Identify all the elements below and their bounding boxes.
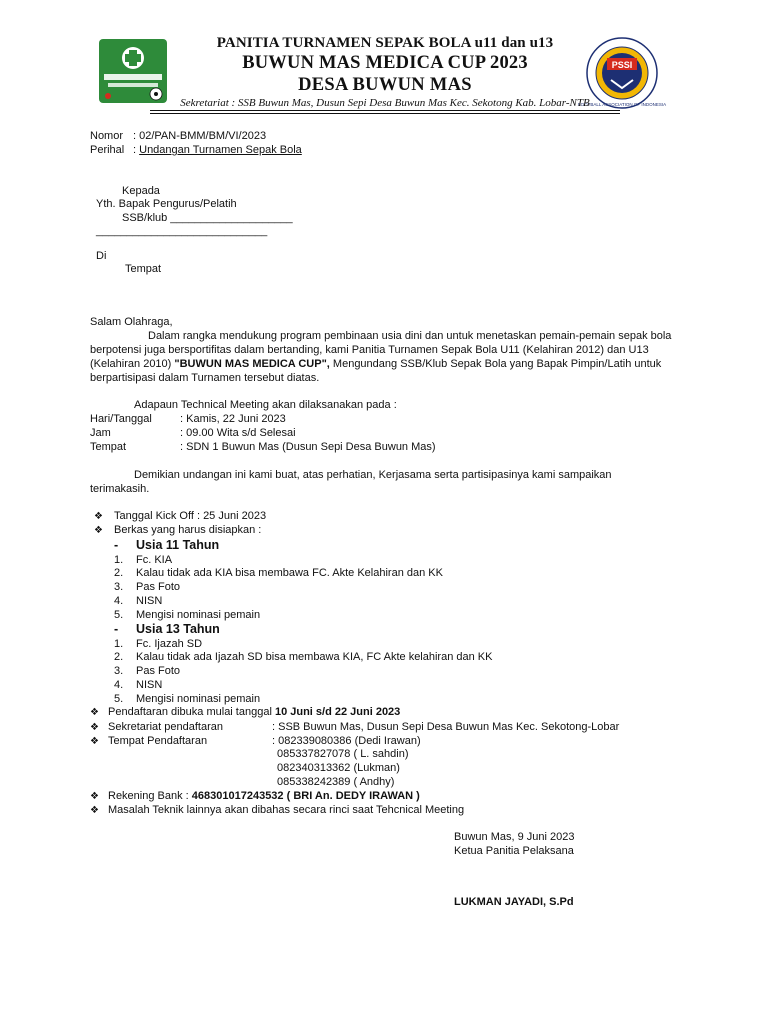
meeting-value: : 09.00 Wita s/d Selesai bbox=[180, 427, 296, 439]
meeting-value: : SDN 1 Buwun Mas (Dusun Sepi Desa Buwun Mas) bbox=[180, 441, 436, 453]
list-item: Fc. Ijazah SD bbox=[136, 638, 203, 650]
contact-phone: : 082339080386 (Dedi Irawan) bbox=[272, 735, 421, 747]
contact-phone: 085338242389 ( Andhy) bbox=[277, 776, 395, 788]
list-number: 1. bbox=[114, 638, 124, 650]
perihal-label: Perihal bbox=[90, 144, 125, 156]
address-line: ____________________________ bbox=[96, 225, 268, 237]
svg-text:PSSI: PSSI bbox=[611, 60, 633, 70]
meeting-intro: Adapaun Technical Meeting akan dilaksanakan pada : bbox=[134, 399, 397, 411]
list-item: Fc. KIA bbox=[136, 554, 173, 566]
list-number: 4. bbox=[114, 679, 124, 691]
signature-name: LUKMAN JAYADI, S.Pd bbox=[454, 896, 574, 908]
registration-secretariat-value: : SSB Buwun Mas, Dusun Sepi Desa Buwun Mas Kec. Sekotong-Lobar bbox=[272, 721, 620, 733]
list-number: 2. bbox=[114, 651, 124, 663]
header-committee: PANITIA TURNAMEN SEPAK BOLA u11 dan u13 bbox=[216, 35, 554, 51]
address-ssb: SSB/klub ____________________ bbox=[122, 212, 293, 224]
registration-period: 10 Juni s/d 22 Juni 2023 bbox=[274, 706, 401, 718]
list-number: 5. bbox=[114, 609, 124, 621]
list-item: Kalau tidak ada Ijazah SD bisa membawa KIA, FC Akte kelahiran dan KK bbox=[136, 651, 493, 663]
address-yth: Yth. Bapak Pengurus/Pelatih bbox=[96, 198, 237, 210]
body-paragraph-line: berpartisipasi dalam Turnamen tersebut diatas. bbox=[90, 372, 320, 384]
perihal-colon: : bbox=[133, 144, 140, 156]
list-item: Mengisi nominasi pemain bbox=[136, 693, 261, 705]
signature-role: Ketua Panitia Pelaksana bbox=[454, 845, 574, 857]
header-divider-thin bbox=[150, 113, 620, 114]
closing-line: terimakasih. bbox=[90, 483, 150, 495]
address-tempat: Tempat bbox=[125, 263, 162, 275]
list-number: 5. bbox=[114, 693, 124, 705]
group-dash: - bbox=[114, 538, 119, 552]
documents-heading: Berkas yang harus disiapkan : bbox=[114, 524, 262, 536]
diamond-bullet-icon: ❖ bbox=[90, 791, 99, 802]
body-paragraph-line: (Kelahiran 2010) bbox=[90, 358, 175, 370]
list-number: 1. bbox=[114, 554, 124, 566]
registration-place-label: Tempat Pendaftaran bbox=[108, 735, 208, 747]
meeting-value: : Kamis, 22 Juni 2023 bbox=[180, 413, 286, 425]
meeting-label: Hari/Tanggal bbox=[90, 413, 152, 425]
address-di: Di bbox=[96, 250, 107, 262]
nomor-label: Nomor bbox=[90, 130, 124, 142]
list-item: Mengisi nominasi pemain bbox=[136, 609, 261, 621]
list-number: 3. bbox=[114, 665, 124, 677]
list-item: Pas Foto bbox=[136, 665, 181, 677]
closing-line: Demikian undangan ini kami buat, atas perhatian, Kerjasama serta partisipasinya kami sampaikan bbox=[134, 469, 612, 481]
list-number: 2. bbox=[114, 567, 124, 579]
technical-note: Masalah Teknik lainnya akan dibahas secara rinci saat Tehcnical Meeting bbox=[108, 804, 465, 816]
list-item: Pas Foto bbox=[136, 581, 181, 593]
group-dash: - bbox=[114, 622, 119, 636]
list-number: 3. bbox=[114, 581, 124, 593]
signature-place-date: Buwun Mas, 9 Juni 2023 bbox=[454, 831, 575, 843]
group-title: Usia 13 Tahun bbox=[136, 622, 220, 636]
contact-phone: 085337827078 ( L. sahdin) bbox=[277, 748, 409, 760]
diamond-bullet-icon: ❖ bbox=[90, 707, 99, 718]
contact-phone: 082340313362 (Lukman) bbox=[277, 762, 400, 774]
address-kepada: Kepada bbox=[122, 185, 160, 197]
diamond-bullet-icon: ❖ bbox=[94, 511, 103, 522]
kickoff-date: Tanggal Kick Off : 25 Juni 2023 bbox=[114, 510, 267, 522]
perihal-value: Undangan Turnamen Sepak Bola bbox=[139, 144, 302, 156]
svg-text:FOOTBALL ASSOCIATION OF INDONE: FOOTBALL ASSOCIATION OF INDONESIA bbox=[577, 102, 667, 107]
header-village: DESA BUWUN MAS bbox=[298, 75, 472, 95]
body-paragraph-line: berpotensi juga bersportifitas dalam bertanding, kami Panitia Turnamen Sepak Bola U11 (Kelahiran 2012) dan U13 bbox=[90, 344, 649, 356]
meeting-label: Tempat bbox=[90, 441, 127, 453]
header-divider bbox=[150, 110, 620, 111]
header-secretariat: Sekretariat : SSB Buwun Mas, Dusun Sepi Desa Buwun Mas Kec. Sekotong Kab. Lobar-NTB bbox=[180, 97, 590, 109]
list-item: NISN bbox=[136, 595, 163, 607]
diamond-bullet-icon: ❖ bbox=[90, 736, 99, 747]
diamond-bullet-icon: ❖ bbox=[90, 805, 99, 816]
greeting: Salam Olahraga, bbox=[90, 316, 173, 328]
registration-period-label: Pendaftaran dibuka mulai tanggal bbox=[108, 706, 275, 718]
diamond-bullet-icon: ❖ bbox=[90, 722, 99, 733]
group-title: Usia 11 Tahun bbox=[136, 538, 220, 552]
list-item: NISN bbox=[136, 679, 163, 691]
tournament-name: "BUWUN MAS MEDICA CUP", bbox=[174, 358, 330, 370]
nomor-value: : 02/PAN-BMM/BM/VI/2023 bbox=[133, 130, 267, 142]
bank-account-label: Rekening Bank : bbox=[108, 790, 192, 802]
tournament-logo bbox=[98, 38, 168, 104]
body-paragraph-line: Mengundang SSB/Klub Sepak Bola yang Bapak Pimpin/Latih untuk bbox=[329, 358, 662, 370]
bank-account-value: 468301017243532 ( BRI An. DEDY IRAWAN ) bbox=[191, 790, 420, 802]
list-number: 4. bbox=[114, 595, 124, 607]
body-paragraph-line: Dalam rangka mendukung program pembinaan usia dini dan untuk menetaskan pemain-pemain sepak bola bbox=[148, 330, 672, 342]
registration-secretariat-label: Sekretariat pendaftaran bbox=[108, 721, 223, 733]
meeting-label: Jam bbox=[90, 427, 111, 439]
header-title: BUWUN MAS MEDICA CUP 2023 bbox=[242, 53, 528, 73]
diamond-bullet-icon: ❖ bbox=[94, 525, 103, 536]
list-item: Kalau tidak ada KIA bisa membawa FC. Akte Kelahiran dan KK bbox=[136, 567, 443, 579]
